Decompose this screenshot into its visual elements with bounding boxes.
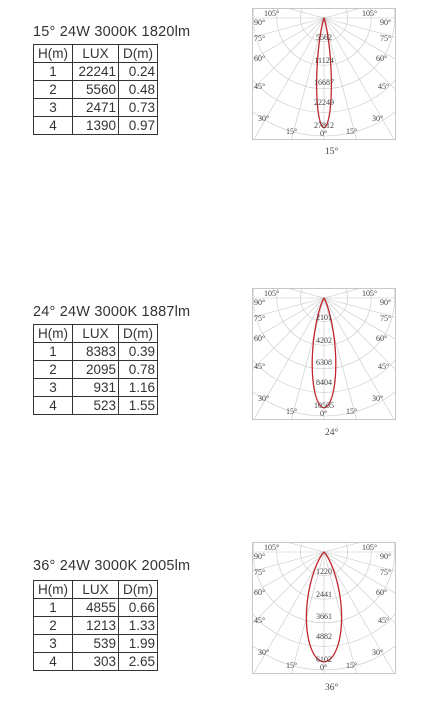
grid-ray bbox=[324, 542, 396, 552]
col-header-lux: LUX bbox=[73, 581, 119, 599]
diagram-value-label: 3661 bbox=[316, 612, 332, 621]
cell-h: 3 bbox=[34, 379, 73, 397]
angle-label: 15° bbox=[286, 127, 298, 136]
col-header-lux: LUX bbox=[73, 45, 119, 63]
polar-diagram bbox=[252, 288, 396, 420]
diagram-value-label: 27812 bbox=[314, 121, 334, 130]
cell-h: 3 bbox=[34, 99, 73, 117]
col-header-h: H(m) bbox=[34, 45, 73, 63]
angle-label: 105° bbox=[362, 289, 378, 298]
cell-h: 1 bbox=[34, 63, 73, 81]
cell-d: 0.48 bbox=[119, 81, 158, 99]
col-header-h: H(m) bbox=[34, 581, 73, 599]
angle-label: 45° bbox=[378, 362, 390, 371]
col-header-h: H(m) bbox=[34, 325, 73, 343]
polar-diagram bbox=[252, 542, 396, 674]
diagram-value-label: 11124 bbox=[314, 56, 334, 65]
diagram-value-label: 16687 bbox=[314, 78, 334, 87]
angle-label: 75° bbox=[380, 34, 392, 43]
table-row bbox=[34, 599, 158, 617]
diagram-value-label: 8404 bbox=[316, 378, 332, 387]
cell-d: 0.73 bbox=[119, 99, 158, 117]
diagram-value-label: 22249 bbox=[314, 98, 334, 107]
angle-label: 60° bbox=[376, 588, 388, 597]
cell-h: 1 bbox=[34, 599, 73, 617]
spec-title: 24° 24W 3000K 1887lm bbox=[33, 304, 191, 320]
angle-label: 45° bbox=[254, 362, 266, 371]
cell-lux: 4855 bbox=[73, 599, 119, 617]
cell-lux: 22241 bbox=[73, 63, 119, 81]
cell-d: 0.78 bbox=[119, 361, 158, 379]
table-row bbox=[34, 117, 158, 135]
angle-label: 105° bbox=[264, 289, 280, 298]
diagram-value-label: 6102 bbox=[316, 655, 332, 664]
angle-label: 90° bbox=[254, 552, 266, 561]
diagram-value-label: 10505 bbox=[314, 401, 334, 410]
cell-h: 4 bbox=[34, 397, 73, 415]
angle-label: 90° bbox=[380, 298, 392, 307]
angle-label: 75° bbox=[380, 568, 392, 577]
grid-ray bbox=[252, 288, 324, 298]
cell-h: 3 bbox=[34, 635, 73, 653]
angle-label: 30° bbox=[258, 648, 270, 657]
angle-label: 105° bbox=[362, 9, 378, 18]
cell-h: 4 bbox=[34, 117, 73, 135]
angle-label: 60° bbox=[376, 334, 388, 343]
lux-table bbox=[33, 580, 158, 671]
angle-label: 15° bbox=[346, 407, 358, 416]
angle-label: 75° bbox=[380, 314, 392, 323]
spec-title: 36° 24W 3000K 2005lm bbox=[33, 558, 191, 574]
col-header-d: D(m) bbox=[119, 325, 158, 343]
cell-d: 1.33 bbox=[119, 617, 158, 635]
angle-label: 45° bbox=[254, 82, 266, 91]
angle-label: 105° bbox=[362, 543, 378, 552]
lux-table bbox=[33, 44, 158, 135]
cell-d: 0.24 bbox=[119, 63, 158, 81]
angle-label: 30° bbox=[372, 114, 384, 123]
angle-label: 0° bbox=[320, 663, 328, 672]
beam-angle-caption: 24° bbox=[325, 428, 339, 438]
beam-angle-caption: 36° bbox=[325, 683, 339, 693]
col-header-d: D(m) bbox=[119, 45, 158, 63]
grid-ray bbox=[252, 552, 324, 652]
table-row bbox=[34, 617, 158, 635]
table-row bbox=[34, 379, 158, 397]
diagram-value-label: 2441 bbox=[316, 590, 332, 599]
angle-label: 30° bbox=[258, 114, 270, 123]
table-row bbox=[34, 635, 158, 653]
angle-label: 90° bbox=[254, 18, 266, 27]
cell-lux: 523 bbox=[73, 397, 119, 415]
table-row bbox=[34, 99, 158, 117]
cell-d: 1.55 bbox=[119, 397, 158, 415]
cell-lux: 8383 bbox=[73, 343, 119, 361]
angle-label: 30° bbox=[372, 394, 384, 403]
cell-h: 2 bbox=[34, 361, 73, 379]
angle-label: 15° bbox=[346, 661, 358, 670]
diagram-value-label: 2101 bbox=[316, 313, 332, 322]
polar-diagram bbox=[252, 8, 396, 140]
angle-label: 0° bbox=[320, 129, 328, 138]
cell-h: 1 bbox=[34, 343, 73, 361]
angle-label: 30° bbox=[258, 394, 270, 403]
cell-lux: 1213 bbox=[73, 617, 119, 635]
grid-ray bbox=[324, 8, 396, 18]
diagram-value-label: 4882 bbox=[316, 632, 332, 641]
table-row bbox=[34, 81, 158, 99]
cell-d: 0.39 bbox=[119, 343, 158, 361]
cell-h: 4 bbox=[34, 653, 73, 671]
diagram-value-label: 1220 bbox=[316, 567, 332, 576]
grid-ray bbox=[252, 542, 324, 552]
cell-lux: 539 bbox=[73, 635, 119, 653]
angle-label: 0° bbox=[320, 409, 328, 418]
beam-angle-caption: 15° bbox=[325, 147, 339, 157]
table-row bbox=[34, 653, 158, 671]
cell-h: 2 bbox=[34, 617, 73, 635]
table-row bbox=[34, 397, 158, 415]
angle-label: 15° bbox=[286, 661, 298, 670]
angle-label: 60° bbox=[254, 334, 266, 343]
angle-label: 15° bbox=[286, 407, 298, 416]
diagram-value-label: 6308 bbox=[316, 358, 332, 367]
col-header-d: D(m) bbox=[119, 581, 158, 599]
cell-d: 2.65 bbox=[119, 653, 158, 671]
diagram-value-label: 5562 bbox=[316, 33, 332, 42]
angle-label: 15° bbox=[346, 127, 358, 136]
cell-h: 2 bbox=[34, 81, 73, 99]
table-header-row bbox=[34, 45, 158, 63]
cell-lux: 5560 bbox=[73, 81, 119, 99]
angle-label: 75° bbox=[254, 314, 266, 323]
grid-ray bbox=[324, 288, 396, 298]
cell-d: 1.16 bbox=[119, 379, 158, 397]
angle-label: 90° bbox=[380, 552, 392, 561]
cell-lux: 303 bbox=[73, 653, 119, 671]
angle-label: 60° bbox=[254, 54, 266, 63]
table-row bbox=[34, 361, 158, 379]
table-row bbox=[34, 343, 158, 361]
cell-lux: 1390 bbox=[73, 117, 119, 135]
angle-label: 60° bbox=[254, 588, 266, 597]
angle-label: 90° bbox=[380, 18, 392, 27]
cell-d: 1.99 bbox=[119, 635, 158, 653]
angle-label: 60° bbox=[376, 54, 388, 63]
cell-lux: 931 bbox=[73, 379, 119, 397]
diagram-value-label: 4202 bbox=[316, 336, 332, 345]
angle-label: 30° bbox=[372, 648, 384, 657]
cell-lux: 2471 bbox=[73, 99, 119, 117]
angle-label: 45° bbox=[254, 616, 266, 625]
angle-label: 105° bbox=[264, 543, 280, 552]
grid-ray bbox=[252, 8, 324, 18]
col-header-lux: LUX bbox=[73, 325, 119, 343]
spec-title: 15° 24W 3000K 1820lm bbox=[33, 24, 191, 40]
angle-label: 75° bbox=[254, 34, 266, 43]
angle-label: 75° bbox=[254, 568, 266, 577]
grid-ray bbox=[324, 18, 396, 118]
angle-label: 105° bbox=[264, 9, 280, 18]
lux-table bbox=[33, 324, 158, 415]
cell-d: 0.66 bbox=[119, 599, 158, 617]
angle-label: 45° bbox=[378, 616, 390, 625]
table-row bbox=[34, 63, 158, 81]
cell-lux: 2095 bbox=[73, 361, 119, 379]
table-header-row bbox=[34, 325, 158, 343]
angle-label: 45° bbox=[378, 82, 390, 91]
table-header-row bbox=[34, 581, 158, 599]
grid-ray bbox=[324, 552, 396, 652]
angle-label: 90° bbox=[254, 298, 266, 307]
cell-d: 0.97 bbox=[119, 117, 158, 135]
